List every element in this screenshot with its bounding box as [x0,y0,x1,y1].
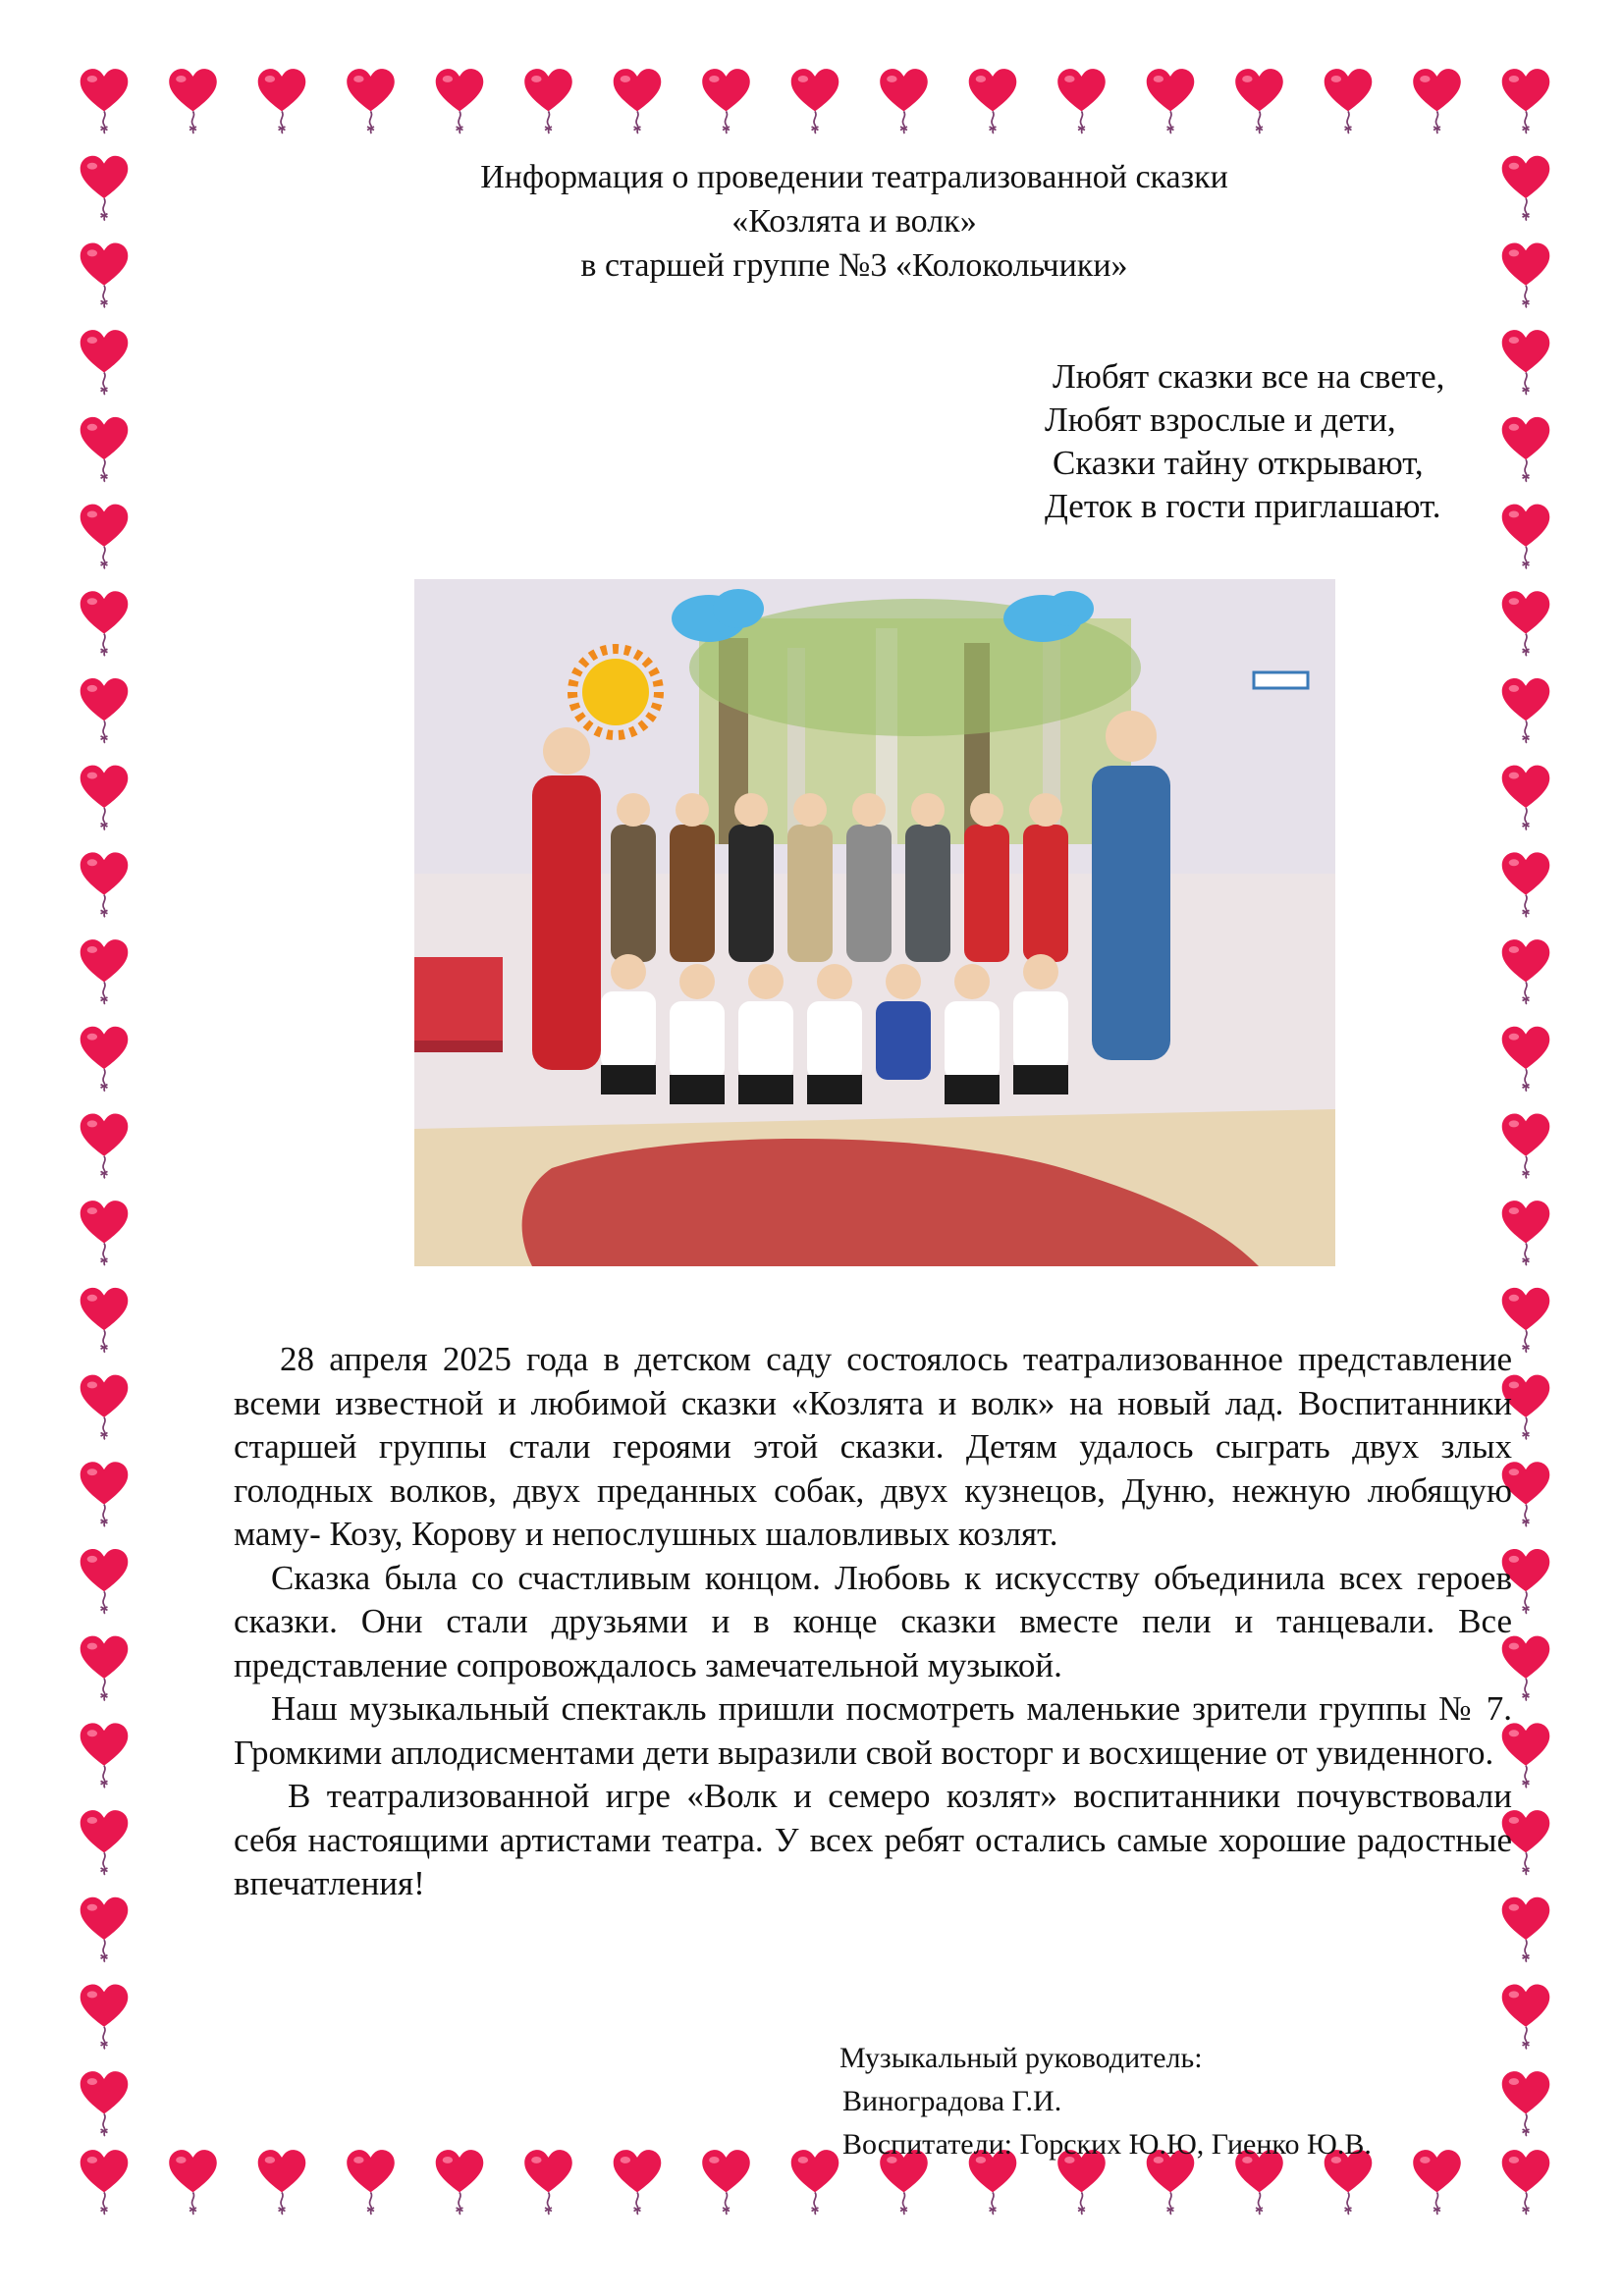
heart-balloon-icon [1502,766,1550,830]
heart-balloon-icon [81,2150,129,2215]
signature-line-1: Музыкальный руководитель: [839,2042,1203,2074]
heart-balloon-icon [1502,591,1550,656]
title-line-3: в старшей группе №3 «Колокольчики» [580,247,1128,284]
heart-balloon-icon [524,69,572,133]
heart-balloon-icon [81,505,129,569]
poem-line-1: Любят сказки все на свете, [1053,357,1445,396]
heart-balloon-icon [81,1984,129,2049]
heart-balloon-icon [1502,852,1550,917]
heart-balloon-icon [1502,1027,1550,1092]
heart-balloon-icon [614,2150,662,2215]
heart-balloon-icon [1502,242,1550,307]
heart-balloon-icon [81,1027,129,1092]
heart-balloon-icon [436,69,484,133]
group-photo [414,579,1335,1266]
heart-balloon-icon [81,1288,129,1353]
heart-balloon-icon [1502,2150,1550,2215]
heart-balloon-icon [880,69,928,133]
heart-balloon-icon [81,156,129,221]
poem-line-3: Сказки тайну открывают, [1053,444,1424,482]
heart-balloon-icon [81,766,129,830]
heart-balloon-icon [169,69,217,133]
heart-balloon-icon [81,417,129,482]
heart-balloon-icon [81,2071,129,2136]
heart-balloon-icon [347,69,395,133]
heart-balloon-icon [1502,678,1550,743]
signature-line-3: Воспитатели: Горских Ю.Ю, Гиенко Ю.В. [842,2128,1372,2161]
heart-balloon-icon [1502,1201,1550,1265]
heart-balloon-icon [81,69,129,133]
heart-balloon-icon [1057,69,1106,133]
poem-line-4: Деток в гости приглашают. [1045,487,1441,525]
paragraph-1: 28 апреля 2025 года в детском саду состоялось театрализованное представление всеми известной и любимой сказки «Козлята и волк» на новый лад. Воспитанники старшей группы стали героями этой сказки. Детям удалось сыграть двух злых голодных волков, двух преданных собак, двух кузнецов, Дуню, нежную любящую маму- Козу, Корову и непослушных шаловливых козлят. [234,1340,1512,1553]
heart-balloon-icon [81,1462,129,1526]
heart-balloon-icon [1413,69,1461,133]
heart-balloon-icon [1502,2071,1550,2136]
heart-balloon-icon [1325,69,1373,133]
title-line-1: Информация о проведении театрализованной сказки [480,159,1228,195]
heart-balloon-icon [1502,69,1550,133]
heart-balloon-icon [81,1375,129,1440]
heart-balloon-icon [258,69,306,133]
title-line-2: «Козлята и волк» [731,203,977,240]
poem-line-2: Любят взрослые и дети, [1045,400,1396,439]
document-title [373,155,1335,288]
heart-balloon-icon [1502,939,1550,1004]
paragraph-3: Наш музыкальный спектакль пришли посмотреть маленькие зрители группы № 7. Громкими аплодисментами дети выразили свой восторг и восхищение от увиденного. [234,1689,1512,1772]
heart-balloon-icon [81,1113,129,1178]
heart-balloon-icon [702,2150,750,2215]
heart-balloon-icon [1502,1984,1550,2049]
heart-balloon-icon [524,2150,572,2215]
heart-balloon-icon [81,1810,129,1875]
heart-balloon-icon [81,939,129,1004]
heart-balloon-icon [81,1549,129,1614]
heart-balloon-icon [347,2150,395,2215]
heart-balloon-icon [169,2150,217,2215]
heart-balloon-icon [258,2150,306,2215]
heart-balloon-icon [1235,69,1283,133]
heart-balloon-icon [81,1723,129,1788]
heart-balloon-icon [969,69,1017,133]
heart-balloon-icon [81,1636,129,1701]
heart-balloon-icon [81,330,129,395]
heart-balloon-icon [1502,1113,1550,1178]
heart-balloon-icon [791,2150,839,2215]
heart-balloon-icon [81,242,129,307]
paragraph-2: Сказка была со счастливым концом. Любовь к искусству объединила всех героев сказки. Они стали друзьями и в конце сказки вместе пели и танцевали. Все представление сопровождалось замечательной музыкой. [234,1558,1512,1684]
epigraph-poem [1031,355,1542,528]
heart-balloon-icon [1502,156,1550,221]
heart-balloon-icon [702,69,750,133]
heart-balloon-icon [81,591,129,656]
heart-balloon-icon [614,69,662,133]
heart-balloon-icon [81,678,129,743]
report-body [234,1338,1512,1906]
heart-balloon-icon [1147,69,1195,133]
signature-line-2: Виноградова Г.И. [842,2085,1062,2117]
heart-balloon-icon [791,69,839,133]
heart-balloon-icon [1502,1897,1550,1962]
paragraph-4: В театрализованной игре «Волк и семеро козлят» воспитанники почувствовали себя настоящими артистами театра. У всех ребят остались самые хорошие радостные впечатления! [234,1777,1512,1902]
heart-balloon-icon [81,1897,129,1962]
heart-balloon-icon [436,2150,484,2215]
heart-balloon-icon [81,852,129,917]
signature-block [839,2037,1468,2166]
heart-balloon-icon [81,1201,129,1265]
